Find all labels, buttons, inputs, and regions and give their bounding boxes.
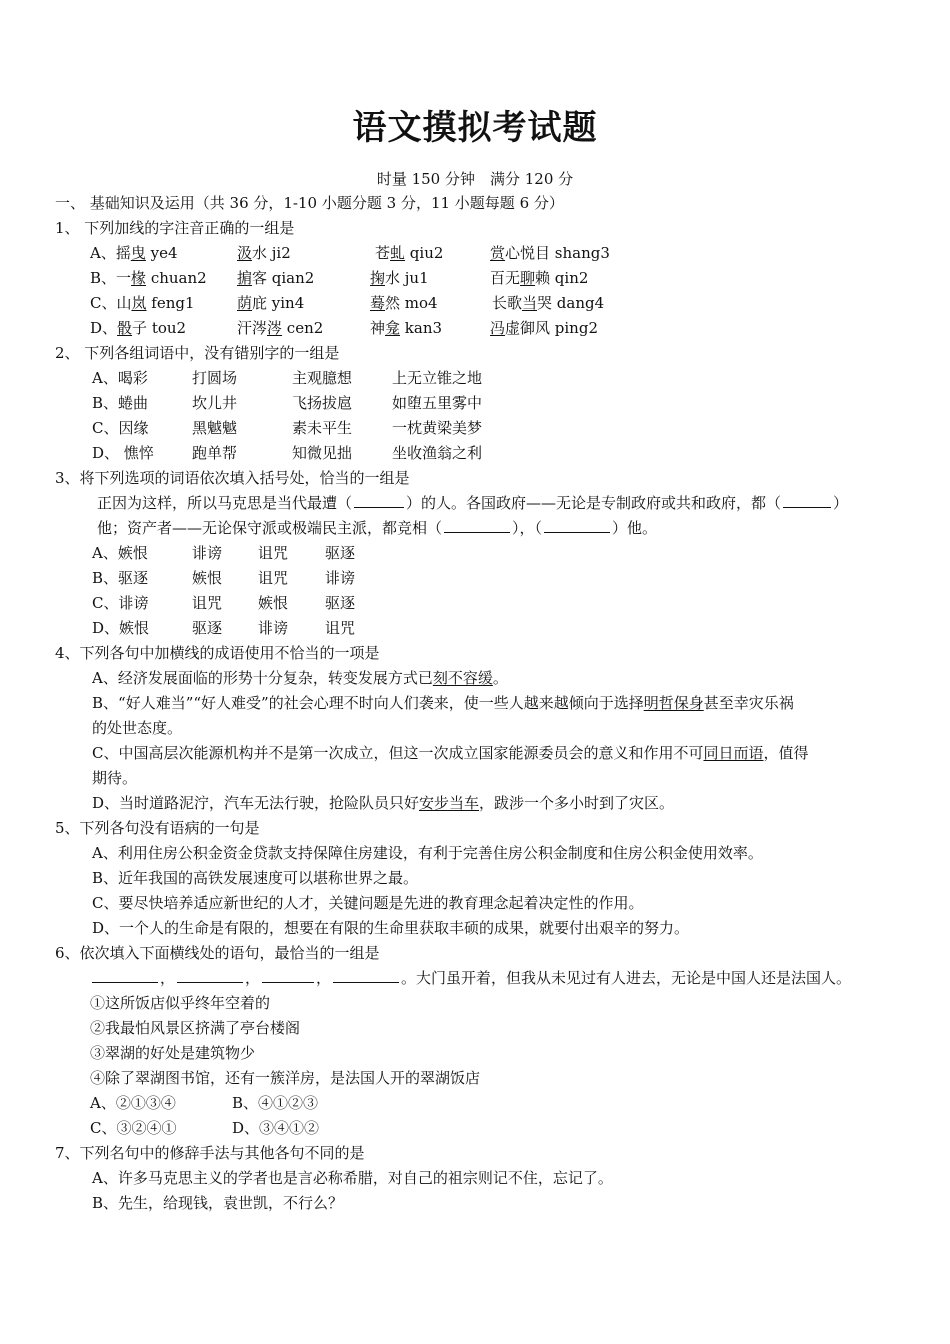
exam-info: 时量 150 分钟 满分 120 分 xyxy=(376,170,574,188)
question-3-stem: 3、将下列选项的词语依次填入括号处，恰当的一组是 xyxy=(55,469,410,487)
q6-blank-line: ， ， ， 。大门虽开着，但我从未见过有人进去，无论是中国人还是法国人。 xyxy=(90,968,851,988)
q4-option-d: D、当时道路泥泞，汽车无法行驶，抢险队员只好安步当车，跋涉一个多小时到了灾区。 xyxy=(92,794,675,812)
q3-passage-line-1: 正因为这样，所以马克思是当代最遭（ ）的人。各国政府——无论是专制政府或共和政府，都（ ） xyxy=(97,494,849,512)
q6-option-b: B、④①②③ xyxy=(232,1094,319,1112)
fill-blank-1 xyxy=(354,493,404,508)
q4-option-a: A、经济发展面临的形势十分复杂，转变发展方式已刻不容缓。 xyxy=(92,669,508,687)
q5-option-b: B、近年我国的高铁发展速度可以堪称世界之最。 xyxy=(92,869,419,887)
q2-option-d: D、 憔悴 xyxy=(92,444,154,462)
fill-blank-3 xyxy=(262,968,314,983)
exam-page: 语文摸拟考试题 时量 150 分钟 满分 120 分 一、 基础知识及运用（共 36 分，1-10 小题分题 3 分，11 小题每题 6 分） 1、 下列加线的字注音正确的一组是 A、摇曳 ye4 汲水 ji2 苍虬 qiu2 赏心悦目 shang3 B、一椽 chuan2 掮客 qian2 掬水 ju1 百无聊赖 qin2 C、山岚 feng1 荫庇 yin4 蓦然 mo4 长歌当哭 dang4 D、骰子 tou2 汗涔涔 cen2 神龛 kan3 冯虚御风 ping2 2、 下列各组词语中，没有错别字的一组是 A、喝彩 打圆场 主观臆想 上无立锥之地 B、蜷曲 坎儿井 飞扬拔扈 如堕五里雾中 C、因缘 黑魆魆 素未平生 一枕黄梁美梦 D、 憔悴 跑单帮 知微见拙 坐收渔翁之利 3、将下列选项的词语依次填入括号处，恰当的一组是 正因为这样，所以马克思是当代最遭（ ）的人。各国政府——无论是专制政府或共和政府，都（ ） 他；资产者——无论保守派或极端民主派，都竞相（ ），（ ）他。 A、嫉恨 诽谤 诅咒 驱逐 B、驱逐 嫉恨 诅咒 诽谤 C、诽谤 诅咒 嫉恨 驱逐 D、嫉恨 驱逐 诽谤 诅咒 4、下列各句中加横线的成语使用不恰当的一项是 A、经济发展面临的形势十分复杂，转变发展方式已刻不容缓。 B、“好人难当”“好人难受”的社会心理不时向人们袭来，使一些人越来越倾向于选择明哲保身甚至幸灾乐祸 的处世态度。 C、中国高层次能源机构并不是第一次成立，但这一次成立国家能源委员会的意义和作用不可同日而语，值得 期待。 D、当时道路泥泞，汽车无法行驶，抢险队员只好安步当车，跋涉一个多小时到了灾区。 5、下列各句没有语病的一句是 A、利用住房公积金资金贷款支持保障住房建设，有利于完善住房公积金制度和住房公积金使用效率。 B、近年我国的高铁发展速度可以堪称世界之最。 C、要尽快培养适应新世纪的人才，关键问题是先进的教育理念起着决定性的作用。 D、一个人的生命是有限的，想要在有限的生命里获取丰硕的成果，就要付出艰辛的努力。 6、依次填入下面横线处的语句，最恰当的一组是 ， ， ， 。大门虽开着，但我从未见过有人进去，无论是中国人还是法国人。 ①这所饭店似乎终年空着的 ②我最怕风景区挤满了亭台楼阁 ③翠湖的好处是建筑物少 ④除了翠湖图书馆，还有一簇洋房，是法国人开的翠湖饭店 A、②①③④ B、④①②③ C、③②④① D、③④①② 7、下列名句中的修辞手法与其他各句不同的是 A、许多马克思主义的学者也是言必称希腊，对自己的祖宗则记不住，忘记了。 B、先生，给现钱，袁世凯，不行么？ xyxy=(0,0,950,1344)
q1-option-b: B、一椽 chuan2 xyxy=(90,269,207,287)
q3-option-d: D、嫉恨 xyxy=(92,619,150,637)
q2-option-c: C、因缘 xyxy=(92,419,149,437)
fill-blank-1 xyxy=(92,968,158,983)
section-heading: 一、 基础知识及运用（共 36 分，1-10 小题分题 3 分，11 小题每题 6 分） xyxy=(55,194,564,212)
question-6-stem: 6、依次填入下面横线处的语句，最恰当的一组是 xyxy=(55,944,380,962)
q7-option-b: B、先生，给现钱，袁世凯，不行么？ xyxy=(92,1194,344,1212)
question-7-stem: 7、下列名句中的修辞手法与其他各句不同的是 xyxy=(55,1144,365,1162)
fill-blank-4 xyxy=(544,518,610,533)
q4-option-c-cont: 期待。 xyxy=(92,769,138,787)
q5-option-a: A、利用住房公积金资金贷款支持保障住房建设，有利于完善住房公积金制度和住房公积金使用效率。 xyxy=(92,844,763,862)
q3-option-b: B、驱逐 xyxy=(92,569,149,587)
fill-blank-2 xyxy=(177,968,243,983)
q6-item-3: ③翠湖的好处是建筑物少 xyxy=(90,1044,256,1062)
page-title: 语文摸拟考试题 xyxy=(352,108,598,148)
fill-blank-3 xyxy=(444,518,510,533)
question-2-stem: 2、 下列各组词语中，没有错别字的一组是 xyxy=(55,344,340,362)
q6-option-a: A、②①③④ xyxy=(90,1094,176,1112)
q5-option-c: C、要尽快培养适应新世纪的人才，关键问题是先进的教育理念起着决定性的作用。 xyxy=(92,894,644,912)
q6-option-c: C、③②④① xyxy=(90,1119,177,1137)
question-1-stem: 1、 下列加线的字注音正确的一组是 xyxy=(55,219,295,237)
q4-option-c: C、中国高层次能源机构并不是第一次成立，但这一次成立国家能源委员会的意义和作用不可同日而语，值得 xyxy=(92,744,809,762)
q3-option-c: C、诽谤 xyxy=(92,594,149,612)
q1-option-d: D、骰子 tou2 xyxy=(90,319,187,337)
q1-option-a: A、摇曳 ye4 xyxy=(90,244,178,262)
q2-option-a: A、喝彩 xyxy=(92,369,148,387)
question-4-stem: 4、下列各句中加横线的成语使用不恰当的一项是 xyxy=(55,644,380,662)
fill-blank-2 xyxy=(783,493,831,508)
question-5-stem: 5、下列各句没有语病的一句是 xyxy=(55,819,260,837)
q2-option-b: B、蜷曲 xyxy=(92,394,149,412)
q1-option-c: C、山岚 feng1 xyxy=(90,294,195,312)
q3-option-a: A、嫉恨 xyxy=(92,544,148,562)
q6-item-1: ①这所饭店似乎终年空着的 xyxy=(90,994,271,1012)
q6-option-d: D、③④①② xyxy=(232,1119,320,1137)
q4-option-b-cont: 的处世态度。 xyxy=(92,719,183,737)
q4-option-b: B、“好人难当”“好人难受”的社会心理不时向人们袭来，使一些人越来越倾向于选择明哲保身甚至幸灾乐祸 xyxy=(92,694,794,712)
q6-item-2: ②我最怕风景区挤满了亭台楼阁 xyxy=(90,1019,301,1037)
q3-passage-line-2: 他；资产者——无论保守派或极端民主派，都竞相（ ），（ ）他。 xyxy=(97,519,658,537)
q6-item-4: ④除了翠湖图书馆，还有一簇洋房，是法国人开的翠湖饭店 xyxy=(90,1069,481,1087)
fill-blank-4 xyxy=(333,968,399,983)
q7-option-a: A、许多马克思主义的学者也是言必称希腊，对自己的祖宗则记不住，忘记了。 xyxy=(92,1169,613,1187)
q5-option-d: D、一个人的生命是有限的，想要在有限的生命里获取丰硕的成果，就要付出艰辛的努力。 xyxy=(92,919,690,937)
